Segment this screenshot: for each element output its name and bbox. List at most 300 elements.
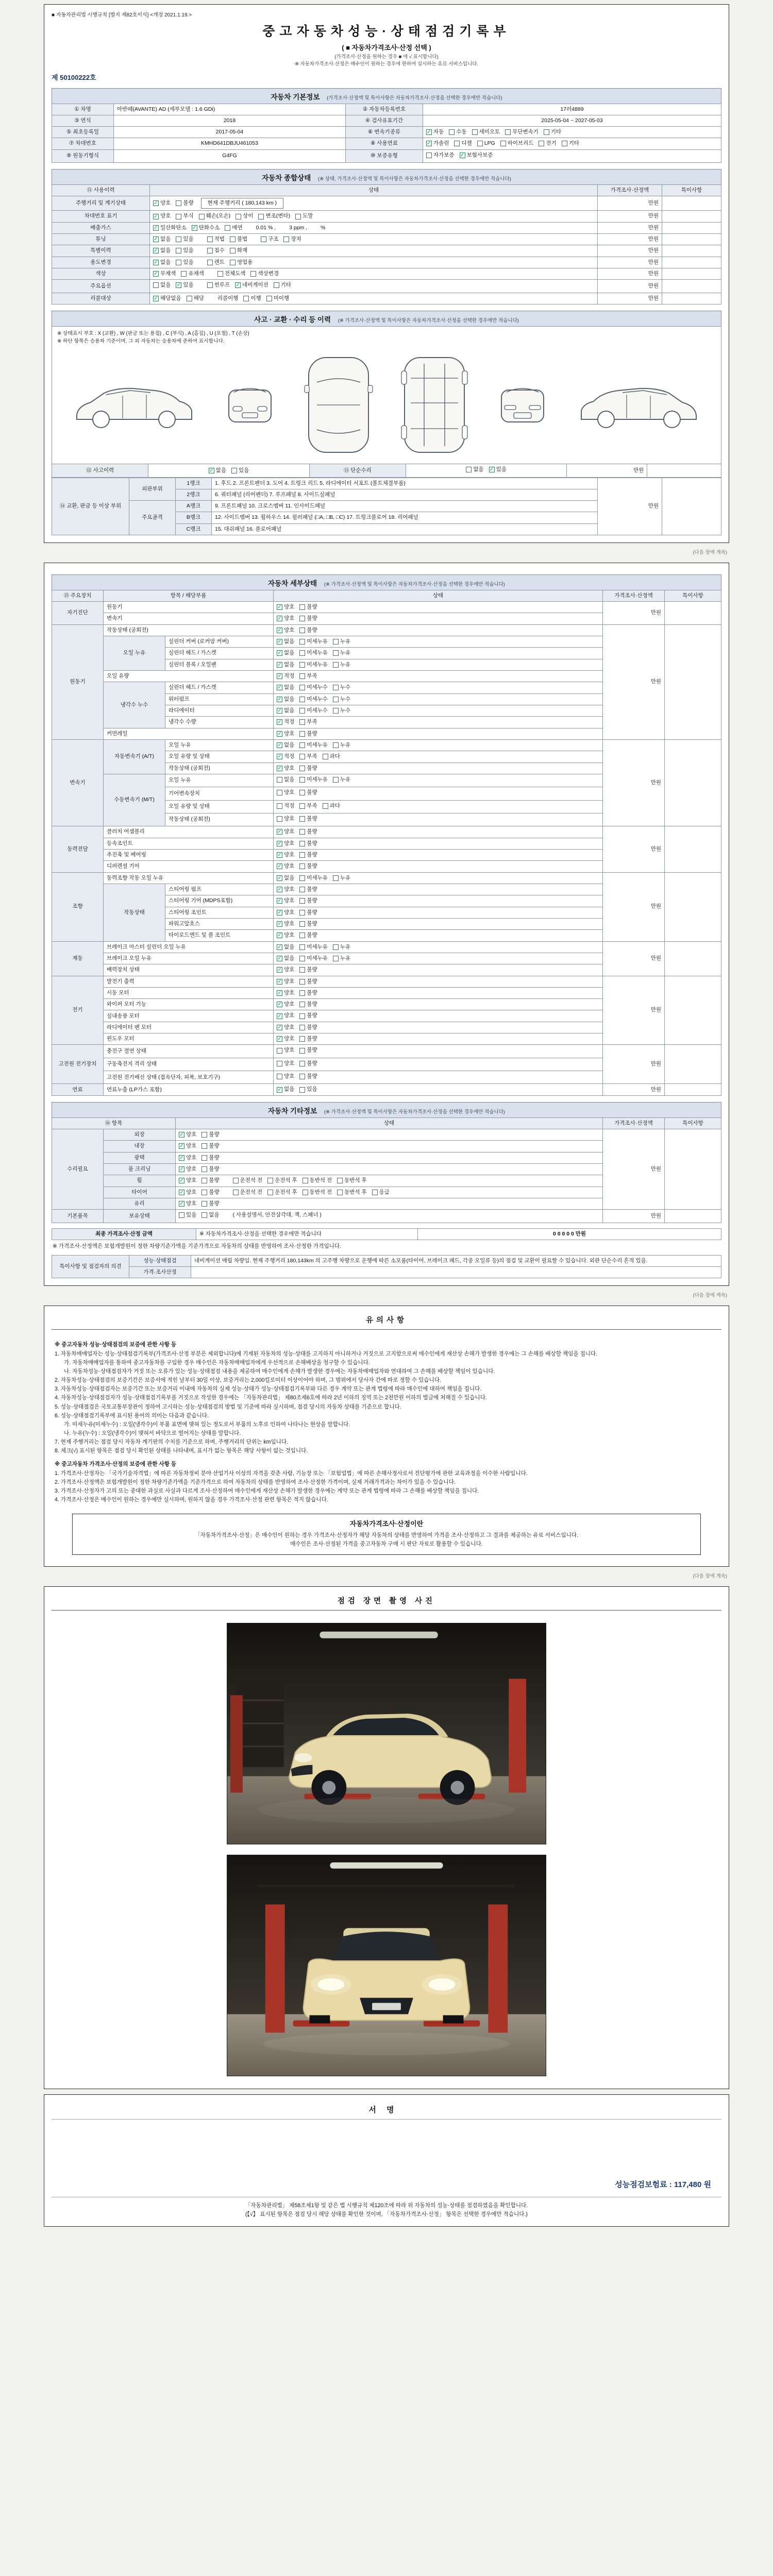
checkbox-unchecked[interactable] <box>231 467 249 474</box>
checkbox-unchecked[interactable] <box>283 235 301 243</box>
value-cell <box>165 813 274 826</box>
checkbox-unchecked-icon <box>201 1201 207 1207</box>
checkbox-unchecked[interactable] <box>299 851 317 859</box>
checkbox-unchecked[interactable] <box>295 212 313 220</box>
checkbox-unchecked[interactable] <box>333 696 350 703</box>
checkbox-unchecked[interactable] <box>466 466 483 473</box>
checkbox-unchecked[interactable] <box>299 1024 317 1031</box>
checkbox-checked[interactable] <box>209 467 226 474</box>
checkbox-checked[interactable] <box>277 1012 294 1020</box>
checkbox-unchecked[interactable] <box>299 1086 317 1093</box>
checkbox-checked[interactable] <box>277 603 294 611</box>
checkbox-label: 불량 <box>307 978 317 985</box>
inline-value: 리콜이행 <box>217 295 239 301</box>
checkbox-label: 불량 <box>307 615 317 622</box>
checkbox-unchecked[interactable] <box>299 638 328 646</box>
checkbox-unchecked[interactable] <box>299 815 317 823</box>
checkbox-label: 양호 <box>284 815 295 822</box>
checkbox-label: 없음 <box>160 236 171 243</box>
checkbox-unchecked[interactable] <box>333 684 350 691</box>
checkbox-unchecked[interactable] <box>277 776 294 784</box>
checkbox-unchecked[interactable] <box>299 862 317 870</box>
checkbox-unchecked[interactable] <box>472 128 500 136</box>
label-cell <box>104 1163 176 1175</box>
checkbox-checked[interactable] <box>277 978 294 986</box>
checkbox-checked[interactable] <box>277 851 294 859</box>
checkbox-checked[interactable] <box>277 920 294 928</box>
checkbox-unchecked[interactable] <box>277 802 294 810</box>
checkbox-unchecked[interactable] <box>299 943 328 951</box>
checkbox-unchecked-icon <box>333 777 339 783</box>
checkbox-unchecked[interactable] <box>299 789 317 796</box>
value-cell <box>176 1152 603 1163</box>
checkbox-unchecked[interactable] <box>299 978 317 986</box>
checkbox-checked[interactable] <box>277 707 294 715</box>
checkbox-unchecked[interactable] <box>299 765 317 772</box>
checkbox-unchecked[interactable] <box>372 1189 390 1196</box>
checkbox-unchecked[interactable] <box>201 1189 219 1196</box>
value-cell <box>598 280 662 293</box>
checkbox-unchecked[interactable] <box>539 140 556 147</box>
checkbox-checked[interactable] <box>153 224 187 232</box>
checkbox-unchecked[interactable] <box>333 741 350 749</box>
checkbox-unchecked[interactable] <box>217 270 246 278</box>
text-line: 1. 자동차매매업자는 성능·상태점검기록부(가격조사·산정 부분은 제외합니다)에 기재된 자동차의 성능·상태를 고지하지 아니하거나 거짓으로 고지함으로써 매수인에게 재산상 손해가 발생한 경우에는 그 손해를 배상할 책임을 집니다. <box>55 1350 598 1357</box>
value-cell <box>165 693 274 705</box>
cell-text: 스티어링 조인트 <box>169 909 207 916</box>
checkbox-unchecked[interactable] <box>299 874 328 882</box>
text-line: 매수인은 조사·산정된 가격을 중고자동차 구매 시 판단 자료로 활용할 수 있습니다. <box>290 1541 483 1548</box>
price-appraisal-select: ( ■ 자동차가격조사·산정 선택 ) <box>342 44 431 52</box>
checkbox-group <box>277 862 317 870</box>
value-cell <box>165 705 274 716</box>
checkbox-unchecked[interactable] <box>207 235 225 243</box>
value-cell <box>274 953 603 964</box>
checkbox-checked[interactable] <box>277 989 294 997</box>
checkbox-checked[interactable] <box>277 741 294 749</box>
checkbox-unchecked[interactable] <box>299 649 328 657</box>
checkbox-unchecked[interactable] <box>299 802 317 810</box>
checkbox-unchecked[interactable] <box>299 696 328 703</box>
checkbox-unchecked-icon <box>477 141 483 146</box>
checkbox-unchecked[interactable] <box>277 1060 294 1067</box>
checkbox-checked[interactable] <box>460 151 493 159</box>
text-line: 5. 성능·상태점검은 국토교통부장관이 정하여 고시하는 성능·상태점검의 방법 및 기준에 따라 실시하며, 점검 당시의 자동차 상태를 기준으로 합니다. <box>55 1403 401 1410</box>
checkbox-checked[interactable] <box>277 840 294 848</box>
label-cell <box>309 464 406 477</box>
checkbox-unchecked[interactable] <box>266 295 289 302</box>
checkbox-unchecked[interactable] <box>201 1165 219 1173</box>
checkbox-unchecked[interactable] <box>233 1177 263 1184</box>
cell-text: 충전구 절연 상태 <box>107 1048 146 1055</box>
cell-text: 상태 <box>383 1120 395 1126</box>
checkbox-checked[interactable] <box>277 828 294 836</box>
checkbox-unchecked[interactable] <box>230 247 247 255</box>
title-note-2: ※ 자동차가격조사·산정은 매수인이 원하는 경우에 한하여 실시하는 유료 서비스입니다. <box>294 61 479 67</box>
checkbox-label: 부족 <box>307 719 317 725</box>
checkbox-unchecked[interactable] <box>299 1073 317 1080</box>
checkbox-unchecked[interactable] <box>333 707 350 715</box>
checkbox-checked[interactable] <box>179 1177 196 1184</box>
section-title-text: 자동차 기본정보 <box>271 93 320 101</box>
checkbox-unchecked[interactable] <box>323 753 340 760</box>
cell-text: B랭크 <box>186 514 201 521</box>
label-cell <box>52 1210 104 1223</box>
checkbox-unchecked[interactable] <box>277 1046 294 1054</box>
checkbox-unchecked[interactable] <box>299 707 328 715</box>
checkbox-unchecked[interactable] <box>299 626 317 634</box>
checkbox-checked[interactable] <box>179 1131 196 1139</box>
checkbox-unchecked[interactable] <box>333 874 350 882</box>
checkbox-checked[interactable] <box>277 753 294 760</box>
label-cell <box>104 1129 176 1141</box>
car-diagram-side-right <box>575 374 704 436</box>
checkbox-unchecked[interactable] <box>299 730 317 738</box>
checkbox-checked[interactable] <box>176 281 193 289</box>
value-cell <box>274 872 603 884</box>
checkbox-label: 적정 <box>284 802 295 809</box>
checkbox-group <box>426 140 579 147</box>
cell-text: 2랭크 <box>187 491 200 498</box>
checkbox-checked[interactable] <box>277 615 294 622</box>
cell-text: 9. 프론트패널 10. 크로스멤버 11. 인사이드패널 <box>215 503 326 510</box>
checkbox-label: 없음 <box>284 696 295 702</box>
checkbox-checked[interactable] <box>153 295 181 302</box>
cell-text: ② 자동차등록번호 <box>362 106 406 112</box>
checkbox-group <box>277 626 317 634</box>
checkbox-group <box>277 840 317 848</box>
table-row <box>52 104 721 115</box>
checkbox-unchecked[interactable] <box>323 802 340 810</box>
checkbox-label: 불량 <box>307 920 317 927</box>
page-3-notice <box>44 1306 729 1566</box>
checkbox-unchecked[interactable] <box>181 270 204 278</box>
checkbox-unchecked[interactable] <box>337 1189 367 1196</box>
etc-info-table <box>52 1117 721 1223</box>
checkbox-unchecked[interactable] <box>299 1046 317 1054</box>
checkbox-checked[interactable] <box>277 955 294 962</box>
cell-text: 만원 <box>650 609 661 616</box>
checkbox-checked[interactable] <box>489 466 507 473</box>
checkbox-unchecked[interactable] <box>500 140 534 147</box>
checkbox-unchecked-icon <box>201 1132 207 1138</box>
checkbox-unchecked[interactable] <box>201 1177 219 1184</box>
cell-text: 기본품목 <box>67 1212 88 1219</box>
checkbox-unchecked-icon <box>539 141 544 146</box>
checkbox-unchecked[interactable] <box>505 128 539 136</box>
checkbox-checked-icon: ✓ <box>277 933 282 939</box>
cell-text: ※ 자동차가격조사·산정을 선택한 경우에만 적습니다 <box>199 1230 322 1237</box>
transmission-type <box>423 126 721 138</box>
checkbox-unchecked[interactable] <box>176 212 193 220</box>
checkbox-checked-icon: ✓ <box>154 271 158 277</box>
checkbox-unchecked[interactable] <box>176 247 193 255</box>
checkbox-unchecked-icon <box>299 604 305 610</box>
checkbox-checked[interactable] <box>277 718 294 726</box>
checkbox-checked[interactable] <box>277 672 294 680</box>
checkbox-checked[interactable] <box>179 1189 196 1196</box>
checkbox-checked[interactable] <box>277 661 294 669</box>
checkbox-label: 양호 <box>284 863 295 870</box>
checkbox-unchecked[interactable] <box>299 684 328 691</box>
checkbox-unchecked[interactable] <box>299 840 317 848</box>
checkbox-unchecked[interactable] <box>477 140 495 147</box>
checkbox-unchecked[interactable] <box>277 789 294 796</box>
checkbox-checked[interactable] <box>277 931 294 939</box>
checkbox-unchecked[interactable] <box>207 247 225 255</box>
checkbox-label: 양호 <box>284 765 295 771</box>
checkbox-unchecked[interactable] <box>299 1012 317 1020</box>
checkbox-checked[interactable] <box>277 696 294 703</box>
table-row <box>52 234 721 245</box>
value-cell <box>665 1210 721 1223</box>
checkbox-checked[interactable] <box>426 128 444 136</box>
checkbox-checked[interactable] <box>277 897 294 905</box>
checkbox-unchecked[interactable] <box>299 1035 317 1043</box>
checkbox-label: 양호 <box>186 1143 197 1149</box>
checkbox-unchecked[interactable] <box>233 1189 263 1196</box>
checkbox-checked[interactable] <box>277 730 294 738</box>
cell-text: 상태 <box>432 592 444 599</box>
checkbox-checked[interactable] <box>277 1035 294 1043</box>
cell-text: 만원 <box>648 236 659 243</box>
value-cell <box>274 648 603 659</box>
label-cell <box>104 1210 176 1223</box>
checkbox-checked[interactable] <box>277 886 294 893</box>
checkbox-unchecked[interactable] <box>299 1001 317 1008</box>
cell-text: 2025-05-04 ~ 2027-05-03 <box>541 117 603 124</box>
checkbox-unchecked[interactable] <box>299 615 317 622</box>
checkbox-unchecked[interactable] <box>207 259 225 266</box>
checkbox-unchecked[interactable] <box>199 212 231 220</box>
checkbox-label: 탄화수소 <box>198 224 220 231</box>
checkbox-unchecked-icon <box>454 141 460 146</box>
value-cell <box>274 705 603 716</box>
checkbox-unchecked-icon <box>299 910 305 916</box>
checkbox-unchecked[interactable] <box>454 140 472 147</box>
checkbox-unchecked[interactable] <box>333 943 350 951</box>
value-cell <box>274 636 603 647</box>
checkbox-label: 있음 <box>183 259 194 265</box>
cell-text: 작동상태 (공회전) <box>107 626 148 633</box>
checkbox-unchecked[interactable] <box>299 828 317 836</box>
checkbox-unchecked-icon <box>299 1074 305 1079</box>
checkbox-checked[interactable] <box>153 270 176 278</box>
checkbox-checked[interactable] <box>153 212 171 220</box>
checkbox-group <box>277 886 317 893</box>
checkbox-unchecked[interactable] <box>544 128 561 136</box>
checkbox-unchecked[interactable] <box>261 235 278 243</box>
checkbox-checked[interactable] <box>153 235 171 243</box>
checkbox-group <box>277 1046 317 1054</box>
cell-text: 작동상태 (공회전) <box>169 816 210 823</box>
checkbox-checked[interactable] <box>277 1086 294 1093</box>
checkbox-unchecked[interactable] <box>243 295 261 302</box>
checkbox-label: 없음 <box>284 776 295 783</box>
value-cell <box>274 895 603 907</box>
value-cell <box>165 751 274 762</box>
checkbox-checked[interactable] <box>277 765 294 772</box>
checkbox-checked[interactable] <box>277 684 294 691</box>
checkbox-label: 없음 <box>160 282 171 289</box>
checkbox-unchecked[interactable] <box>299 989 317 997</box>
checkbox-unchecked-icon <box>299 990 305 996</box>
checkbox-checked[interactable] <box>277 1001 294 1008</box>
checkbox-unchecked[interactable] <box>201 1211 219 1219</box>
checkbox-unchecked[interactable] <box>225 224 242 232</box>
checkbox-unchecked[interactable] <box>176 235 193 243</box>
value-cell <box>165 739 274 751</box>
label-cell <box>129 501 176 535</box>
checkbox-checked[interactable] <box>153 259 171 266</box>
car-diagram-front <box>222 377 278 433</box>
checkbox-checked[interactable] <box>235 281 268 289</box>
checkbox-unchecked[interactable] <box>201 1131 219 1139</box>
checkbox-unchecked[interactable] <box>562 140 579 147</box>
checkbox-unchecked[interactable] <box>187 295 204 302</box>
checkbox-checked[interactable] <box>179 1142 196 1150</box>
checkbox-unchecked[interactable] <box>299 741 328 749</box>
cell-text: 등속조인트 <box>107 840 133 846</box>
checkbox-checked[interactable] <box>192 224 220 232</box>
checkbox-group <box>153 212 313 220</box>
checkbox-checked[interactable] <box>277 943 294 951</box>
checkbox-label: 미세누유 <box>307 943 328 950</box>
checkbox-unchecked[interactable] <box>333 638 350 646</box>
checkbox-checked[interactable] <box>277 638 294 646</box>
value-cell <box>274 1045 603 1058</box>
cell-text: 외판부위 <box>142 485 163 492</box>
cell-text: 동력전달 <box>67 845 88 852</box>
checkbox-unchecked[interactable] <box>299 1060 317 1067</box>
checkbox-unchecked[interactable] <box>236 212 253 220</box>
checkbox-unchecked[interactable] <box>333 955 350 962</box>
checkbox-unchecked[interactable] <box>250 270 279 278</box>
checkbox-unchecked[interactable] <box>303 1189 332 1196</box>
checkbox-checked[interactable] <box>426 140 449 147</box>
cell-text: 1. 후드 2. 프론트펜더 3. 도어 4. 트렁크 리드 5. 라디에이터 서포트 (볼트체결부품) <box>215 480 406 486</box>
value-cell <box>104 728 274 739</box>
checkbox-checked[interactable] <box>153 247 171 255</box>
checkbox-label: 양호 <box>284 1001 295 1008</box>
checkbox-unchecked[interactable] <box>299 718 317 726</box>
checkbox-unchecked-icon <box>250 271 256 277</box>
cell-text: 룸 크리닝 <box>128 1166 151 1173</box>
checkbox-checked-icon: ✓ <box>277 921 282 927</box>
checkbox-group <box>277 718 317 726</box>
checkbox-unchecked[interactable] <box>299 966 317 974</box>
photos-title: 점검 장면 촬영 사진 <box>52 1592 721 1611</box>
checkbox-unchecked[interactable] <box>337 1177 367 1184</box>
checkbox-label: 양호 <box>284 1047 295 1054</box>
table-row <box>52 624 721 636</box>
checkbox-unchecked[interactable] <box>333 661 350 669</box>
checkbox-unchecked[interactable] <box>299 776 328 784</box>
table-row <box>52 590 721 601</box>
checkbox-unchecked[interactable] <box>299 672 317 680</box>
checkbox-checked[interactable] <box>277 966 294 974</box>
checkbox-checked[interactable] <box>277 626 294 634</box>
checkbox-group <box>153 199 194 207</box>
checkbox-unchecked[interactable] <box>207 281 230 289</box>
checkbox-unchecked[interactable] <box>153 281 171 289</box>
table-row <box>52 293 721 304</box>
checkbox-unchecked[interactable] <box>333 649 350 657</box>
checkbox-label: 없음 <box>160 259 171 265</box>
checkbox-unchecked[interactable] <box>230 235 247 243</box>
checkbox-unchecked[interactable] <box>299 909 317 917</box>
checkbox-unchecked[interactable] <box>176 259 193 266</box>
cell-text: 주요옵션 <box>90 282 111 289</box>
checkbox-checked[interactable] <box>277 909 294 917</box>
checkbox-unchecked[interactable] <box>201 1142 219 1150</box>
checkbox-label: 없음 <box>284 1086 295 1093</box>
checkbox-unchecked[interactable] <box>299 753 317 760</box>
checkbox-checked[interactable] <box>179 1200 196 1208</box>
field-label-plate <box>346 104 423 115</box>
checkbox-unchecked[interactable] <box>267 1189 297 1196</box>
checkbox-checked-icon: ✓ <box>277 898 282 904</box>
cell-text: ⑭ 교환, 판금 등 이상 부위 <box>59 503 122 510</box>
value-cell <box>104 953 274 964</box>
checkbox-unchecked-icon <box>299 1048 305 1054</box>
checkbox-unchecked[interactable] <box>303 1177 332 1184</box>
checkbox-unchecked[interactable] <box>277 815 294 823</box>
checkbox-unchecked[interactable] <box>299 603 317 611</box>
checkbox-label: 없음 <box>284 650 295 656</box>
value-cell <box>104 861 274 872</box>
checkbox-label: 없음 <box>284 943 295 950</box>
checkbox-unchecked[interactable] <box>258 212 290 220</box>
checkbox-label: 불량 <box>209 1154 220 1161</box>
value-cell <box>104 613 274 624</box>
checkbox-checked[interactable] <box>277 862 294 870</box>
checkbox-unchecked[interactable] <box>277 1073 294 1080</box>
checkbox-unchecked[interactable] <box>299 886 317 893</box>
table-row <box>52 222 721 233</box>
checkbox-unchecked[interactable] <box>333 776 350 784</box>
checkbox-unchecked[interactable] <box>299 920 317 928</box>
value-cell <box>165 800 274 813</box>
checkbox-unchecked[interactable] <box>230 259 253 266</box>
checkbox-checked[interactable] <box>153 199 171 207</box>
checkbox-unchecked[interactable] <box>267 1177 297 1184</box>
checkbox-unchecked[interactable] <box>449 128 466 136</box>
checkbox-unchecked[interactable] <box>179 1211 196 1219</box>
checkbox-unchecked[interactable] <box>201 1200 219 1208</box>
checkbox-checked[interactable] <box>277 874 294 882</box>
checkbox-checked[interactable] <box>277 649 294 657</box>
checkbox-unchecked[interactable] <box>176 199 193 207</box>
value-cell <box>662 478 721 535</box>
checkbox-unchecked[interactable] <box>299 661 328 669</box>
checkbox-label: 구조 <box>268 236 279 243</box>
checkbox-checked[interactable] <box>277 1024 294 1031</box>
checkbox-unchecked[interactable] <box>299 955 328 962</box>
checkbox-unchecked-icon <box>299 921 305 927</box>
checkbox-unchecked[interactable] <box>426 151 455 159</box>
checkbox-label: 양호 <box>284 886 295 892</box>
value-cell <box>603 602 665 625</box>
checkbox-unchecked[interactable] <box>274 281 291 289</box>
checkbox-unchecked[interactable] <box>201 1154 219 1162</box>
checkbox-checked[interactable] <box>179 1165 196 1173</box>
checkbox-group <box>179 1131 220 1139</box>
checkbox-unchecked[interactable] <box>299 897 317 905</box>
checkbox-checked[interactable] <box>179 1154 196 1162</box>
checkbox-unchecked-icon <box>230 248 236 253</box>
checkbox-unchecked[interactable] <box>299 931 317 939</box>
